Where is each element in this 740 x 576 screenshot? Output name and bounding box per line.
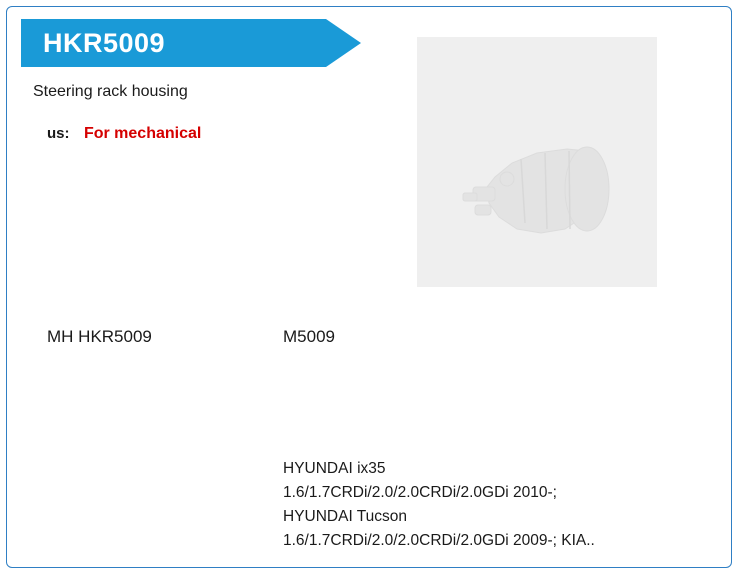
vehicle-applications xyxy=(283,457,713,553)
application-line: HYUNDAI ix35 xyxy=(283,460,386,477)
steering-rack-housing-icon xyxy=(417,37,657,287)
application-line: 1.6/1.7CRDi/2.0/2.0CRDi/2.0GDi 2009-; KIA.. xyxy=(283,532,595,549)
application-line: 1.6/1.7CRDi/2.0/2.0CRDi/2.0GDi 2010-; xyxy=(283,484,557,501)
product-name: Steering rack housing xyxy=(33,83,188,100)
product-card xyxy=(6,6,732,568)
reference-code: M5009 xyxy=(283,327,335,346)
part-number-banner xyxy=(21,19,361,67)
part-number: HKR5009 xyxy=(43,28,166,58)
usage-label: us: xyxy=(47,125,70,142)
application-line: HYUNDAI Tucson xyxy=(283,508,408,525)
product-image xyxy=(417,37,657,287)
usage-value: For mechanical xyxy=(83,125,202,142)
usage-row xyxy=(47,125,201,143)
oem-code: MH HKR5009 xyxy=(47,327,152,346)
